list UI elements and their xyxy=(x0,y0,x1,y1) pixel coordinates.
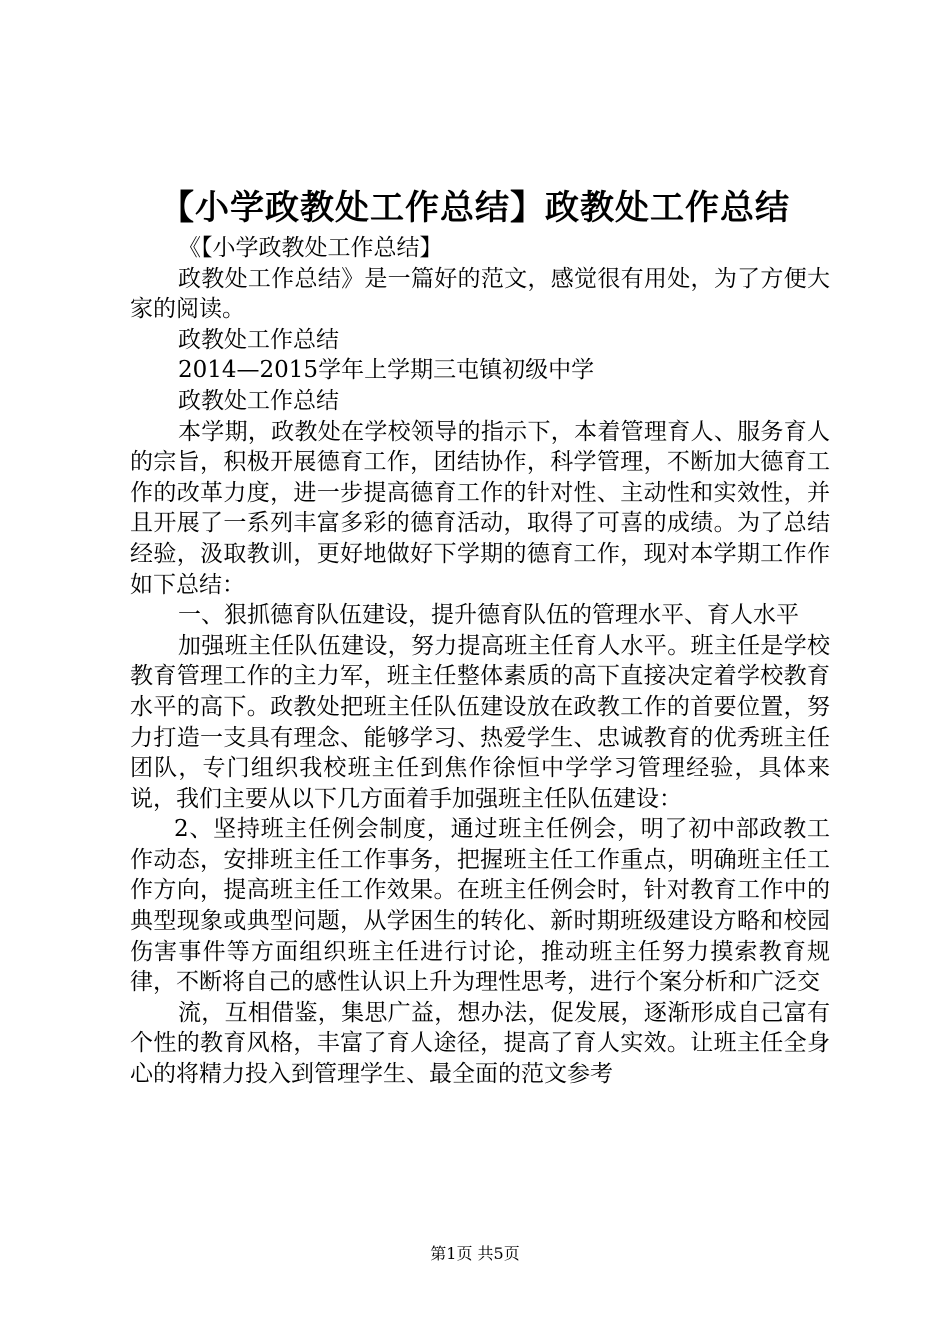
paragraph-intro-1: 《【小学政教处工作总结】 xyxy=(178,235,443,261)
paragraph-exchange: 流，互相借鉴，集思广益，想办法，促发展，逐渐形成自己富有个性的教育风格，丰富了育人途径，提高了育人实效。让班主任全身心的将精力投入到管理学生、最全面的范文参考 xyxy=(130,999,830,1088)
paragraph-heading-1: 政教处工作总结 xyxy=(178,326,339,353)
paragraph-section-one: 一、狠抓德育队伍建设，提升德育队伍的管理水平、育人水平 xyxy=(178,602,799,629)
paragraph-teacher-team: 加强班主任队伍建设，努力提高班主任育人水平。班主任是学校教育管理工作的主力军，班主任整体素质的高下直接决定着学校教育水平的高下。政教处把班主任队伍建设放在政教工作的首要位置，努力打造一支具有理念、能够学习、热爱学生、忠诚教育的优秀班主任团队，专门组织我校班主任到焦作徐恒中学学习管理经验，具体来说，我们主要从以下几方面着手加强班主任队伍建设： xyxy=(130,632,830,812)
paragraph-heading-2: 2014—2015学年上学期三屯镇初级中学 xyxy=(178,357,595,384)
paragraph-intro-2: 政教处工作总结》是一篇好的范文，感觉很有用处，为了方便大家的阅读。 xyxy=(130,265,830,323)
document-body xyxy=(130,233,830,1090)
paragraph-heading-3: 政教处工作总结 xyxy=(178,387,339,414)
paragraph-overview: 本学期，政教处在学校领导的指示下，本着管理育人、服务育人的宗旨，积极开展德育工作，团结协作，科学管理，不断加大德育工作的改革力度，进一步提高德育工作的针对性、主动性和实效性，并且开展了一系列丰富多彩的德育活动，取得了可喜的成绩。为了总结经验，汲取教训，更好地做好下学期的德育工作，现对本学期工作作如下总结： xyxy=(130,418,830,598)
document-title: 【小学政教处工作总结】政教处工作总结 xyxy=(160,188,790,228)
page-number-footer: 第1页 共5页 xyxy=(430,1244,520,1263)
paragraph-meeting-system: 2、坚持班主任例会制度，通过班主任例会，明了初中部政教工作动态，安排班主任工作事务，把握班主任工作重点，明确班主任工作方向，提高班主任工作效果。在班主任例会时，针对教育工作中的典型现象或典型问题，从学困生的转化、新时期班级建设方略和校园伤害事件等方面组织班主任进行讨论，推动班主任努力摸索教育规律，不断将自己的感性认识上升为理性思考，进行个案分析和广泛交 xyxy=(130,816,830,996)
